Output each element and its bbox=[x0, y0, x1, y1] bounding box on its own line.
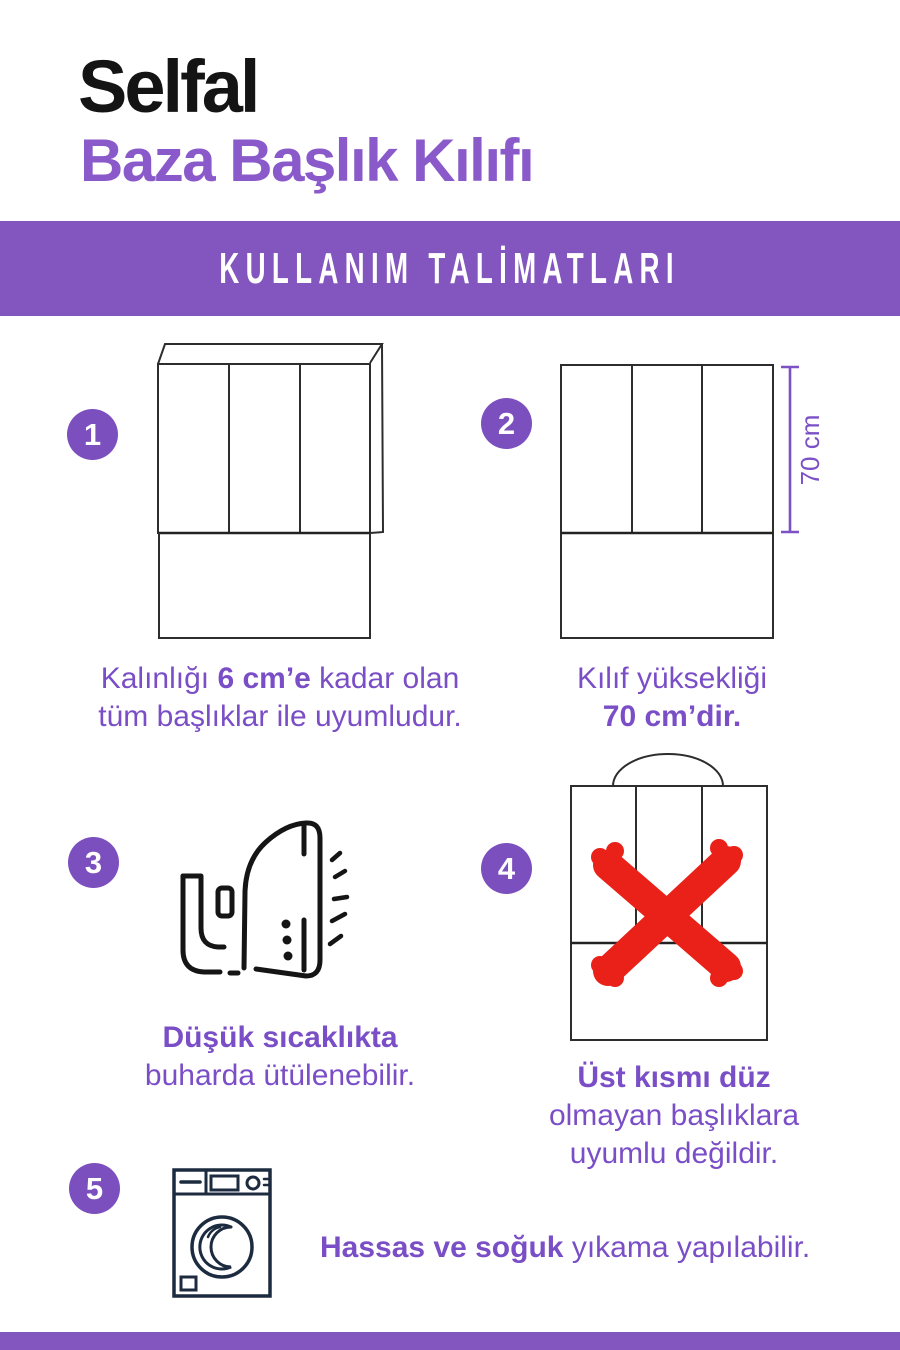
headboard-height-diagram-icon bbox=[550, 350, 840, 650]
step-1-caption-line-1: Kalınlığı 6 cm’e kadar olan bbox=[100, 662, 460, 695]
red-cross-icon bbox=[591, 839, 743, 987]
step-3-caption-line-1: Düşük sıcaklıkta bbox=[162, 1021, 398, 1054]
step-4-caption-line-1: Üst kısmı düz bbox=[577, 1061, 771, 1094]
step-4-caption-line-2: olmayan başlıklara bbox=[548, 1099, 800, 1132]
iron-buttons bbox=[282, 920, 293, 961]
headboard-front-panels bbox=[158, 363, 370, 533]
height-measure-line bbox=[781, 367, 825, 532]
banner-title: KULLANIM TALİMATLARI bbox=[219, 243, 681, 293]
banner bbox=[0, 221, 900, 316]
headboard-top-face bbox=[158, 344, 382, 364]
step-4-caption-line-3: uyumlu değildir. bbox=[569, 1137, 779, 1170]
iron-body bbox=[244, 823, 320, 976]
step-4-caption bbox=[492, 1059, 856, 1173]
washing-machine-icon bbox=[171, 1163, 273, 1303]
machine-drum-door bbox=[192, 1217, 252, 1277]
step-2-caption-line-2: 70 cm’dir. bbox=[602, 700, 742, 733]
headboard-base bbox=[158, 533, 370, 638]
step-1-caption bbox=[40, 660, 520, 736]
machine-control-panel bbox=[181, 1176, 269, 1190]
iron-handle bbox=[183, 876, 238, 973]
height-measure-label: 70 cm bbox=[794, 414, 825, 486]
step-2-caption-line-1: Kılıf yüksekliği bbox=[576, 662, 768, 695]
machine-filter-hatch bbox=[181, 1277, 196, 1290]
step-2-caption bbox=[492, 660, 852, 736]
step-3-caption bbox=[40, 1019, 520, 1095]
brand-logo: Selfal bbox=[78, 45, 258, 128]
step-5-badge: 5 bbox=[69, 1163, 120, 1214]
steam-lines bbox=[330, 853, 347, 944]
step-3-caption-line-2: buharda ütülenebilir. bbox=[144, 1059, 416, 1092]
headboard-side-face bbox=[370, 344, 383, 533]
footer-bar bbox=[0, 1332, 900, 1350]
step-1-caption-line-2: tüm başlıklar ile uyumludur. bbox=[98, 700, 462, 733]
step-5-caption: Hassas ve soğuk yıkama yapılabilir. bbox=[320, 1231, 811, 1264]
headboard-front-view bbox=[561, 365, 773, 638]
headboard-3d-diagram-icon bbox=[150, 336, 390, 646]
crossed-arched-headboard-icon bbox=[558, 745, 773, 1050]
step-3-badge: 3 bbox=[68, 837, 119, 888]
step-4-badge: 4 bbox=[481, 843, 532, 894]
step-2-badge: 2 bbox=[481, 398, 532, 449]
step-1-badge: 1 bbox=[67, 409, 118, 460]
product-title: Baza Başlık Kılıfı bbox=[80, 127, 534, 194]
steam-iron-icon bbox=[164, 810, 366, 1002]
